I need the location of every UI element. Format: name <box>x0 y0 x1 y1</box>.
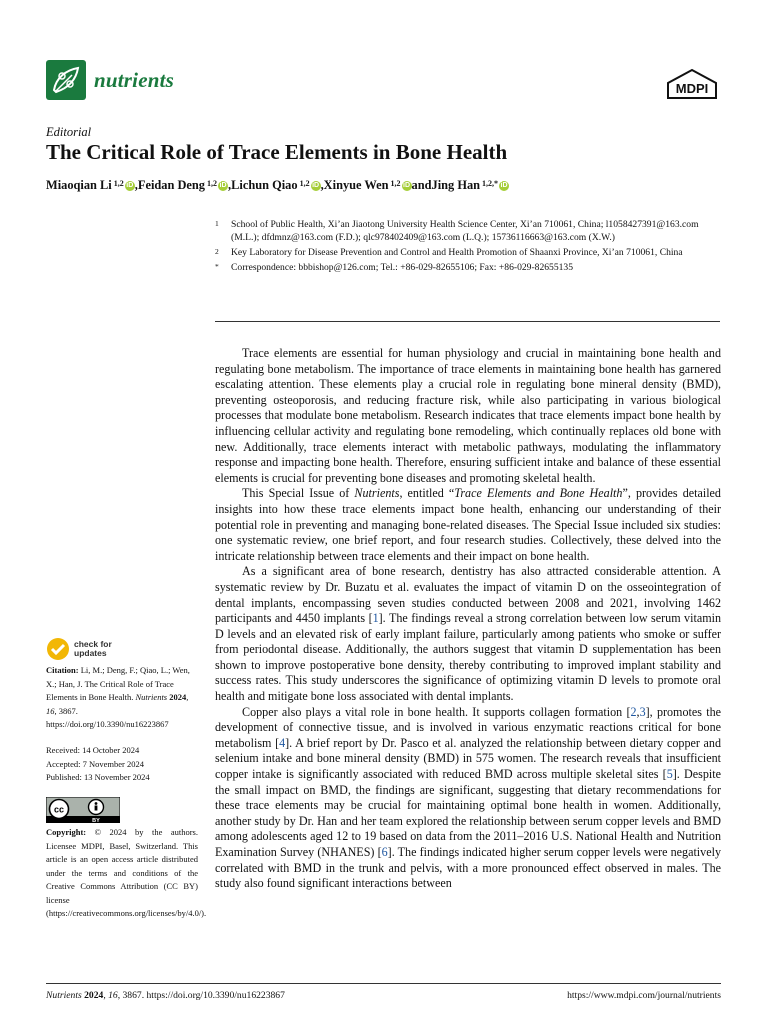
author[interactable]: Feidan Deng $^{1,2}$ iD <box>137 178 227 192</box>
journal-logo <box>46 60 174 100</box>
paragraph: This Special Issue of Nutrients, entitled “Trace Elements and Bone Health”, provides detailed insights into how these trace elements impact bone health, enhancing our understanding of their potential role in preventing and managing bone-related diseases. The Special Issue included six studies: one systematic review, one brief report, and four research studies. Collectively, these delved into the intricate relationship between trace elements and their impact on bone health. <box>215 486 721 563</box>
footer-citation: Nutrients 2024, 16, 3867. https://doi.org/10.3390/nu16223867 <box>46 990 285 1001</box>
article-title: The Critical Role of Trace Elements in Bone Health <box>46 140 508 164</box>
article-body <box>215 346 721 892</box>
reference-link[interactable]: 4 <box>279 735 286 750</box>
published-date: Published: 13 November 2024 <box>46 772 150 782</box>
author-list: Miaoqian Li $^{1,2}$ iD , Feidan Deng $^{1,2}$ iD , Lichun Qiao $^{1,2}$ iD , Xinyue Wen $^{1,2}$ iD and Jing Han $^{1,2,*}$ iD <box>46 178 508 192</box>
mdpi-logo <box>664 68 720 102</box>
reference-link[interactable]: 2 <box>630 704 637 719</box>
correspondence: * Correspondence: bbbishop@126.com; Tel.: +86-029-82655106; Fax: +86-029-82655135 <box>215 261 574 273</box>
publication-dates <box>46 744 198 785</box>
affiliations <box>215 219 720 277</box>
cc-by-license-icon[interactable] <box>46 797 120 823</box>
orcid-icon[interactable]: iD <box>312 181 320 189</box>
author[interactable]: Xinyue Wen $^{1,2}$ iD <box>323 178 411 192</box>
svg-text:cc: cc <box>53 804 65 815</box>
orcid-icon[interactable]: iD <box>403 181 411 189</box>
copyright-notice: Copyright: © 2024 by the authors. Licensee MDPI, Basel, Switzerland. This article is an open access article distributed under the terms and conditions of the Creative Commons Attribution (CC BY) license (https://creativecommons.org/licenses/by/4.0/). <box>46 827 207 918</box>
paragraph: Trace elements are essential for human physiology and crucial in maintaining bone health and regulating bone metabolism. The importance of trace elements in maintaining bone health has garnered escalating attention. These elements play a crucial role in regulating bone mineral density (BMD), preventing osteoporosis, and reducing fracture risk, while also participating in various biological processes that modulate bone metabolism. Research indicates that trace elements impact bone health by influencing cellular activity and regulating bone remodeling, which continually replaces old bone with new. Additionally, trace elements interact with metabolic pathways, modulating the inflammatory response and impacting bone health. Therefore, ensuring sufficient intake and balance of these essential elements is crucial for preventing bone diseases and promoting skeletal health. <box>215 346 721 485</box>
footer-divider <box>46 983 721 984</box>
affiliation: 2 Key Laboratory for Disease Prevention and Control and Health Promotion of Shaanxi Province, Xi’an 710061, China <box>215 246 683 258</box>
author[interactable]: Lichun Qiao $^{1,2}$ iD <box>231 178 320 192</box>
footer-journal-url[interactable]: https://www.mdpi.com/journal/nutrients <box>567 990 721 1001</box>
author[interactable]: Miaoqian Li $^{1,2}$ iD <box>46 178 134 192</box>
paragraph: As a significant area of bone research, dentistry has also attracted considerable attention. A systematic review by Dr. Buzatu et al. evaluates the impact of vitamin D on the osseointegration of dental implants, encompassing seven studies conducted between 2008 and 2021, involving 1462 participants and 4450 implants [1]. The findings reveal a strong correlation between low serum vitamin D levels and an elevated risk of early implant failure, particularly among patients who smoke or suffer from periodontal disease. Additionally, the authors suggest that vitamin D supplementation has been shown to improve postoperative bone density, thereby contributing to improved implant stability and success rates. This study underscores the significance of optimizing vitamin D levels to promote oral health and mitigate bone loss associated with dental implants. <box>215 564 722 704</box>
reference-link[interactable]: 5 <box>666 767 673 782</box>
reference-link[interactable]: 3 <box>639 704 646 719</box>
svg-text:BY: BY <box>92 818 100 823</box>
orcid-icon[interactable]: iD <box>219 181 227 189</box>
journal-name: nutrients <box>94 67 175 92</box>
article-type: Editorial <box>46 125 92 139</box>
accepted-date: Accepted: 7 November 2024 <box>46 758 144 769</box>
check-for-updates-badge[interactable]: check for updates <box>46 637 112 661</box>
citation: Citation: Li, M.; Deng, F.; Qiao, L.; Wen, X.; Han, J. The Critical Role of Trace Elements in Bone Health. Nutrients 2024, 16, 3867. https://doi.org/10.3390/nu16223867 <box>46 665 190 729</box>
paragraph: Copper also plays a vital role in bone health. It supports collagen formation [2,3], promotes the development of connective tissue, and is involved in various enzymatic reactions critical for bone metabolism [4]. A brief report by Dr. Pasco et al. analyzed the relationship between dietary copper and selenium intake and bone mineral density (BMD) in 575 women. The research reveals that insufficient copper intake is significantly associated with reduced BMD across multiple skeletal sites [5]. Despite the small impact on BMD, the findings are significant, suggesting that dietary recommendations for these trace elements may be crucial for maintaining optimal bone health in women. Additionally, another study by Dr. Han and her team explored the relationship between serum copper levels and BMD among adolescents aged 12 to 19 based on data from the 2011–2016 U.S. National Health and Nutrition Examination Survey (NHANES) [6]. The findings indicated higher serum copper levels were negatively correlated with BMD in the trunk and pelvis, with a more pronounced effect observed in males. The study also found significant interactions between <box>215 704 722 891</box>
orcid-icon[interactable]: iD <box>500 181 508 189</box>
received-date: Received: 14 October 2024 <box>46 745 140 755</box>
reference-link[interactable]: 6 <box>381 845 388 859</box>
reference-link[interactable]: 1 <box>372 611 379 626</box>
publisher-name: MDPI <box>675 81 709 96</box>
author[interactable]: Jing Han $^{1,2,*}$ iD <box>431 178 508 192</box>
affiliation: 1 School of Public Health, Xi’an Jiaotong University Health Science Center, Xi’an 710061, China; l1058427391@163.com (M.L.); dfdmnz@163.com (F.D.); qlc978402409@163.com (L.Q.); 15736116663@163.com (X.W.) <box>215 219 699 243</box>
check-icon <box>46 637 70 661</box>
orcid-icon[interactable]: iD <box>126 181 134 189</box>
divider <box>215 321 720 322</box>
nutrients-leaf-icon <box>46 60 86 100</box>
